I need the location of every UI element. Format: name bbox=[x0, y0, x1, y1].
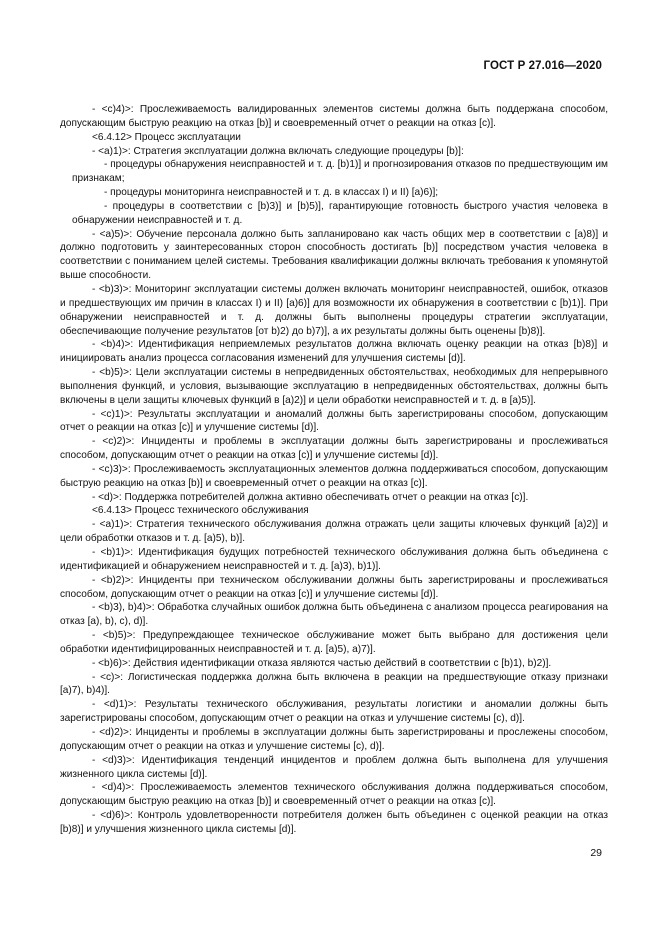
paragraph: - <d)2)>: Инциденты и проблемы в эксплуатации должны быть зарегистрированы и прослежены способом, допускающим отчет о реакции на отказ и улучшение системы [c), d)]. bbox=[60, 726, 608, 752]
document-header: ГОСТ Р 27.016—2020 bbox=[483, 60, 602, 72]
paragraph: - <d)6)>: Контроль удовлетворенности потребителя должен быть объединен с оценкой реакции на отказ [b)8)] и улучшения жизненного цикла системы [d)]. bbox=[60, 810, 608, 835]
paragraph: - <b)6)>: Действия идентификации отказа являются частью действий в соответствии с [b)1), b)2)]. bbox=[92, 657, 552, 669]
paragraph: - <c)1)>: Результаты эксплуатации и аномалий должны быть зарегистрированы способом, допускающим отчет о реакции на отказ [c)] и улучшение системы [d)]. bbox=[60, 408, 608, 434]
paragraph: - <c)4)>: Прослеживаемость валидированных элементов системы должна быть поддержана способом, допускающим быструю реакцию на отказ [b)] и своевременный отчет о реакции на отказ [c)]. bbox=[60, 104, 608, 129]
paragraph: - <d)3)>: Идентификация тенденций инцидентов и проблем должна быть выполнена для улучшения жизненного цикла системы [d)]. bbox=[60, 754, 608, 780]
paragraph: - <c)3)>: Прослеживаемость эксплуатационных элементов должна поддерживаться способом, допускающим быструю реакцию на отказ [b)] и своевременный отчет о реакции на отказ [c)]. bbox=[60, 463, 608, 489]
list-item: - процедуры в соответствии с [b)3)] и [b)5)], гарантирующие готовность быстрого участия человека в обнаружении неисправностей и т. д. bbox=[72, 200, 608, 226]
section-heading: <6.4.12> Процесс эксплуатации bbox=[92, 131, 241, 143]
paragraph: - <c)>: Логистическая поддержка должна быть включена в реакции на предшествующие отказу признаки [a)7), b)4)]. bbox=[60, 671, 608, 697]
paragraph: - <d)4)>: Прослеживаемость элементов технического обслуживания должна поддерживаться способом, допускающим быструю реакцию на отказ [b)] и своевременный отчет о реакции на отказ [c)]. bbox=[60, 782, 608, 808]
paragraph: - <d)>: Поддержка потребителей должна активно обеспечивать отчет о реакции на отказ [c)]. bbox=[92, 491, 529, 503]
paragraph: - <b)5)>: Предупреждающее техническое обслуживание может быть выбрано для достижения цели обработки идентифицированных неисправностей и т. д. [a)5), a)7)]. bbox=[60, 630, 608, 655]
paragraph: - <a)5)>: Обучение персонала должно быть запланировано как часть общих мер в соответствии с [a)8)] и должно подготовить у заинтересованных сторон способность достигать [b)] посредством участия человека в соответствии с пониманием целей системы. Требования квалификации должны включать требования к упомянутой выше способности. bbox=[60, 228, 608, 282]
section-heading: <6.4.13> Процесс технического обслуживания bbox=[92, 505, 309, 517]
paragraph: - <a)1)>: Стратегия технического обслуживания должна отражать цели защиты ключевых функций [a)2)] и цели обработки отказов и т. д. [a)5), b)]. bbox=[60, 519, 608, 545]
paragraph: - <a)1)>: Стратегия эксплуатации должна включать следующие процедуры [b)]: bbox=[92, 145, 464, 157]
paragraph: - <b)2)>: Инциденты при техническом обслуживании должны быть зарегистрированы и прослеживаться способом, допускающим отчет о реакции на отказ [c)] и улучшение системы [d)]. bbox=[60, 574, 608, 600]
paragraph: - <c)2)>: Инциденты и проблемы в эксплуатации должны быть зарегистрированы и прослеживаться способом, допускающим отчет о реакции на отказ [c)] и улучшение системы [d)]. bbox=[60, 436, 608, 462]
paragraph: - <d)1)>: Результаты технического обслуживания, результаты логистики и аномалии должны быть зарегистрированы способом, допускающим отчет о реакции на отказ и улучшение системы [c), d)]. bbox=[60, 699, 608, 725]
document-body bbox=[60, 103, 608, 837]
list-item: - процедуры обнаружения неисправностей и т. д. [b)1)] и прогнозирования отказов по предшествующим им признакам; bbox=[72, 159, 608, 185]
paragraph: - <b)4)>: Идентификация неприемлемых результатов должна включать оценку реакции на отказ [b)8)] и инициировать анализ процесса согласования изменений для улучшения системы [d)]. bbox=[60, 339, 608, 365]
paragraph: - <b)1)>: Идентификация будущих потребностей технического обслуживания должна быть объединена с идентификацией и обнаружением неисправностей и т. д. [a)3), b)1)]. bbox=[60, 547, 608, 572]
paragraph: - <b)5)>: Цели эксплуатации системы в непредвиденных обстоятельствах, необходимых для непрерывного выполнения функций, и условия, вызывающие эксплуатацию в непредвиденных обстоятельствах, должны быть включены в цели защиты ключевых функций в [a)2)] и цели обработки неисправностей и т. д. в [a)5)]. bbox=[60, 367, 608, 406]
list-item: - процедуры мониторинга неисправностей и т. д. в классах I) и II) [a)6)]; bbox=[104, 187, 439, 199]
paragraph: - <b)3)>: Мониторинг эксплуатации системы должен включать мониторинг неисправностей, ошибок, отказов и предшествующих им причин в классах I) и II) [a)6)] для возможности их обнаружения в соответствии с [b)1)]. При обнаружении неисправностей и т. д. должны быть выполнены процедуры стратегии эксплуатации, обеспечивающие получение результатов [от b)2) до b)7)], а их результаты должны быть оценены [b)8)]. bbox=[60, 283, 608, 337]
paragraph: - <b)3), b)4)>: Обработка случайных ошибок должна быть объединена с анализом процесса реагирования на отказ [a), b), c), d)]. bbox=[60, 602, 608, 628]
page-number: 29 bbox=[590, 847, 602, 859]
